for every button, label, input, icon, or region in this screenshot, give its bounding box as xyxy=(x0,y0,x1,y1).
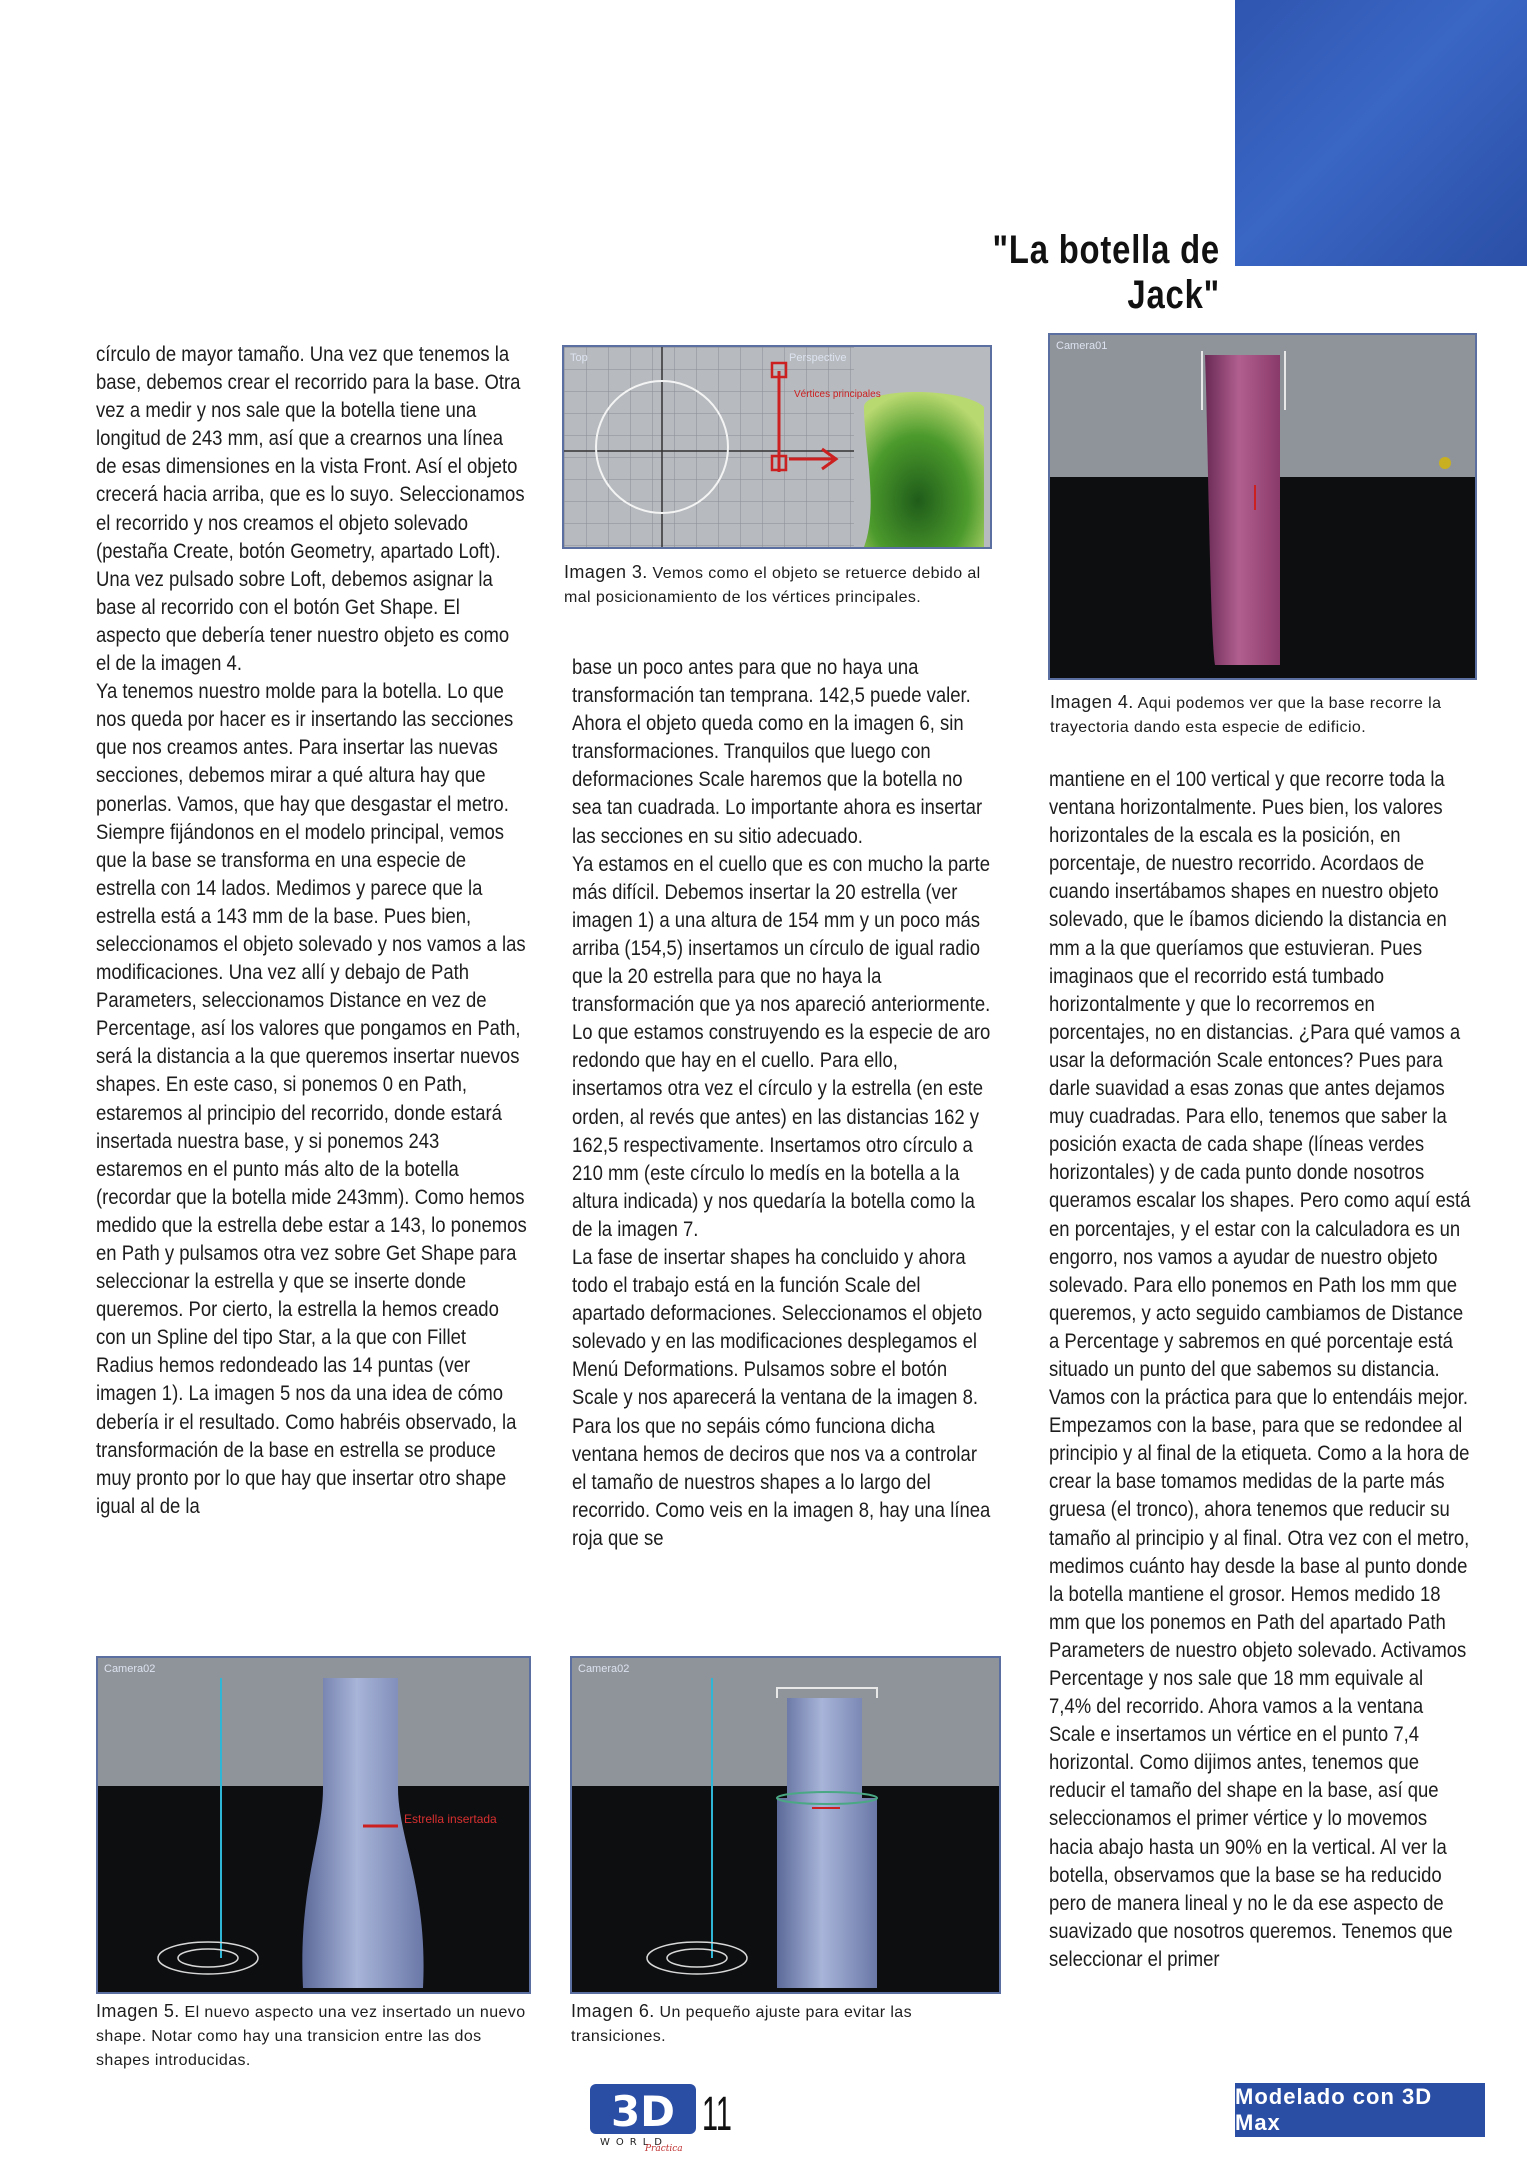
figure-annotation: Vértices principales xyxy=(794,389,881,400)
figure-imagen-5 xyxy=(96,1656,531,1994)
figure-caption-5 xyxy=(96,1999,536,2073)
caption-lead: Imagen 4. xyxy=(1050,692,1134,712)
viewport-render xyxy=(1050,335,1475,678)
logo-text: 3D xyxy=(610,2087,676,2136)
page-title: "La botella de Jack" xyxy=(992,228,1220,317)
viewport-label: Top xyxy=(570,352,588,364)
caption-lead: Imagen 5. xyxy=(96,2001,180,2021)
caption-text: Aqui podemos ver que la base recorre la trayectoria dando esta especie de edificio. xyxy=(1050,695,1442,736)
paragraph: círculo de mayor tamaño. Una vez que tenemos la base, debemos crear el recorrido para la base. Otra vez a medir y nos sale que la botella tiene una longitud de 243 mm, así que a crearnos una línea de esas dimensiones en la vista Front. Así el objeto crecerá hacia arriba, que es lo suyo. Seleccionamos el recorrido y nos creamos el objeto solevado (pestaña Create, botón Geometry, apartado Loft). Una vez pulsado sobre Loft, debemos asignar la base al recorrido con el botón Get Shape. El aspecto que debería tener nuestro objeto es como el de la imagen 4. xyxy=(96,342,525,676)
viewport-render xyxy=(564,347,990,547)
caption-lead: Imagen 3. xyxy=(564,562,648,582)
section-label: Modelado con 3D Max xyxy=(1235,2083,1485,2137)
viewport-label: Camera02 xyxy=(104,1663,156,1675)
viewport-label: Perspective xyxy=(789,352,847,364)
figure-annotation: Estrella insertada xyxy=(404,1812,497,1826)
viewport-label: Camera02 xyxy=(578,1663,630,1675)
figure-imagen-6 xyxy=(570,1656,1001,1994)
figure-imagen-4 xyxy=(1048,333,1477,680)
logo-subtext: WORLD xyxy=(600,2137,668,2148)
paragraph: Ya estamos en el cuello que es con mucho la parte más difícil. Debemos insertar la 20 estrella (ver imagen 1) a una altura de 154 mm y un poco más arriba (154,5) insertamos un círculo de igual radio que la 20 estrella para que no haya la transformación que ya nos apareció anteriormente. Lo que estamos construyendo es la especie de aro redondo que hay en el cuello. Para ello, insertamos otra vez el círculo y la estrella (en este orden, al revés que antes) en las distancias 162 y 162,5 respectivamente. Insertamos otro círculo a 210 mm (este círculo lo medís en la botella a la altura indicada) y nos quedaría la botella como la de la imagen 7. xyxy=(572,851,991,1241)
caption-text: Vemos como el objeto se retuerce debido al mal posicionamiento de los vértices principales. xyxy=(564,565,981,606)
text-column-2 xyxy=(572,653,992,1552)
caption-text: El nuevo aspecto una vez insertado un nuevo shape. Notar como hay una transicion entre las dos shapes introducidas. xyxy=(96,2004,526,2069)
caption-text: Un pequeño ajuste para evitar las transiciones. xyxy=(571,2004,912,2045)
viewport-label: Camera01 xyxy=(1056,340,1108,352)
figure-caption-6 xyxy=(571,1999,1001,2049)
paragraph: Empezamos con la base, para que se redondee al principio y al final de la etiqueta. Como a la hora de crear la base tomamos medidas de la parte más gruesa (el tronco), ahora tenemos que reducir su tamaño al principio y al final. Otra vez con el metro, medimos cuánto hay desde la base al punto donde la botella mantiene el grosor. Hemos medido 18 mm que los ponemos en Path del apartado Path Parameters de nuestro objeto solevado. Activamos Percentage y nos sale que 18 mm equivale al 7,4% del recorrido. Ahora vamos a la ventana Scale e insertamos un vértice en el punto 7,4 horizontal. Como dijimos antes, tenemos que reducir el tamaño del shape en la base, así que seleccionamos el primer vértice y lo movemos hacia abajo hasta un 90% en la vertical. Al ver la botella, observamos que la base se ha reducido pero de manera lineal y no le da ese aspecto de suavizado que nosotros queremos. Tenemos que seleccionar el primer xyxy=(1049,1413,1470,1971)
logo-tag: Práctica xyxy=(645,2144,683,2154)
caption-lead: Imagen 6. xyxy=(571,2001,655,2021)
figure-caption-4 xyxy=(1050,690,1480,740)
paragraph: Ya tenemos nuestro molde para la botella. Lo que nos queda por hacer es ir insertando las secciones que nos creamos antes. Para insertar las nuevas secciones, debemos mirar a qué altura hay que ponerlas. Vamos, que hay que desgastar el metro. Siempre fijándonos en el modelo principal, vemos que la base se transforma en una especie de estrella con 14 lados. Medimos y parece que la estrella está a 143 mm de la base. Pues bien, seleccionamos el objeto solevado y nos vamos a las modificaciones. Una vez allí y debajo de Path Parameters, seleccionamos Distance en vez de Percentage, así los valores que pongamos en Path, será la distancia a la que queremos insertar nuevos shapes. En este caso, si ponemos 0 en Path, estaremos al principio del recorrido, donde estará insertada nuestra base, y si ponemos 243 estaremos en el punto más alto de la botella (recordar que la botella mide 243mm). Como hemos medido que la estrella debe estar a 143, lo ponemos en Path y pulsamos otra vez sobre Get Shape para seleccionar la estrella y que se inserte donde queremos. Por cierto, la estrella la hemos creado con un Spline del tipo Star, a la que con Fillet Radius hemos redondeado las 14 puntas (ver imagen 1). La imagen 5 nos da una idea de cómo debería ir el resultado. Como habréis observado, la transformación de la base en estrella se produce muy pronto por lo que hay que insertar otro shape igual al de la xyxy=(96,679,527,1518)
paragraph: La fase de insertar shapes ha concluido y ahora todo el trabajo está en la función Scale del apartado deformaciones. Seleccionamos el objeto solevado y en las modificaciones desplegamos el Menú Deformations. Pulsamos sobre el botón Scale y nos aparecerá la ventana de la imagen 8. Para los que no sepáis cómo funciona dicha ventana hemos de deciros que nos va a controlar el tamaño de nuestros shapes a lo largo del recorrido. Como veis en la imagen 8, hay una línea roja que se xyxy=(572,1244,991,1550)
paragraph: base un poco antes para que no haya una transformación tan temprana. 142,5 puede valer. Ahora el objeto queda como en la imagen 6, sin transformaciones. Tranquilos que luego con deformaciones Scale haremos que la botella no sea tan cuadrada. Lo importante ahora es insertar las secciones en su sitio adecuado. xyxy=(572,655,983,848)
figure-imagen-3 xyxy=(562,345,992,549)
corner-color-block xyxy=(1235,0,1527,266)
figure-caption-3 xyxy=(564,560,994,610)
paragraph: mantiene en el 100 vertical y que recorre toda la ventana horizontalmente. Pues bien, los valores horizontales de la escala es la posición, en porcentaje, de nuestro recorrido. Acordaos de cuando insertábamos shapes en nuestro objeto solevado, que le íbamos diciendo la distancia en mm a la que queríamos que estuvieran. Pues imaginaos que el recorrido está tumbado horizontalmente y que lo recorremos en porcentajes, no en distancias. ¿Para qué vamos a usar la deformación Scale entonces? Pues para darle suavidad a esas zonas que antes dejamos muy cuadradas. Para ello, tenemos que saber la posición exacta de cada shape (líneas verdes horizontales) y de cada punto donde nosotros queramos escalar los shapes. Pero como aquí está en porcentajes, y el estar con la calculadora es un engorro, nos vamos a ayudar de nuestro objeto solevado. Para ello ponemos en Path los mm que queremos, y acto seguido cambiamos de Distance a Percentage y sabremos en qué porcentaje está situado un punto del que sabemos su distancia. Vamos con la práctica para que lo entendáis mejor. xyxy=(1049,767,1471,1410)
text-column-1 xyxy=(96,340,528,1520)
text-column-3 xyxy=(1049,765,1470,1973)
page-number: 11 xyxy=(702,2088,732,2141)
viewport-render xyxy=(98,1658,529,1992)
viewport-render xyxy=(572,1658,999,1992)
